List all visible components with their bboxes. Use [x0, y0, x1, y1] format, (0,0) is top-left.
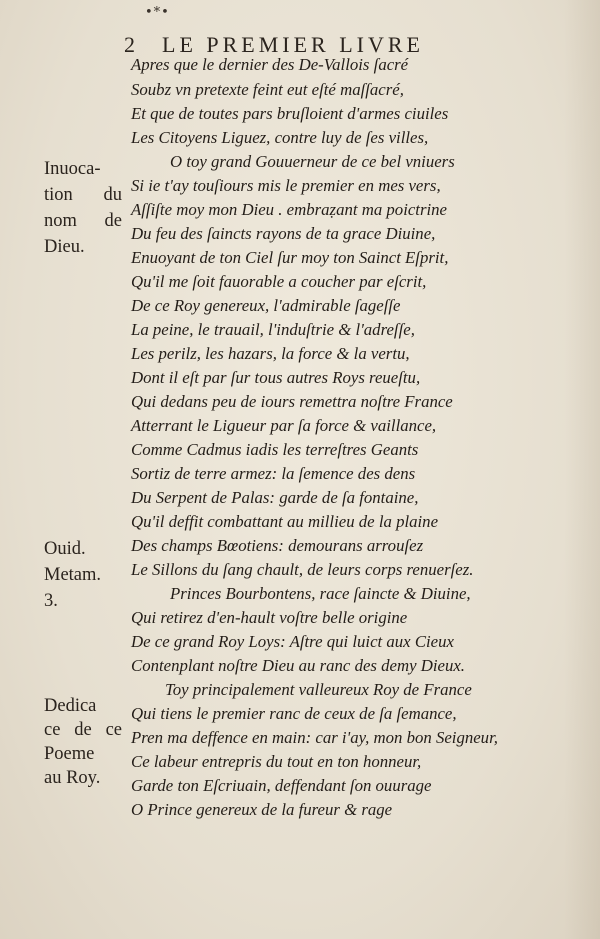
verse-line: O toy grand Gouuerneur de ce bel vniuers — [170, 152, 455, 171]
verse-line: Les perilz, les hazars, la force & la vertu, — [131, 344, 410, 363]
verse-line: De ce grand Roy Loys: Aſtre qui luict aux Cieux — [131, 632, 454, 651]
note-line: Poeme — [44, 744, 95, 764]
note-line: Metam. — [44, 565, 102, 585]
note-line: Inuoca- — [44, 159, 101, 179]
verse-line: Le Sillons du ſang chault, de leurs corps renuerſez. — [131, 560, 474, 579]
verse-line: Qui retirez d'en-hault voſtre belle origine — [131, 608, 408, 627]
verse-line: Et que de toutes pars bruſloient d'armes ciuiles — [131, 104, 449, 123]
verse-line: Sortiz de terre armez: la ſemence des dens — [131, 464, 416, 483]
marginal-note-ovid — [44, 536, 122, 614]
verse-line: Atterrant le Ligueur par ſa force & vaillance, — [131, 416, 437, 435]
verse-line: Toy principalement valleureux Roy de France — [165, 680, 472, 699]
verse-line: Qu'il me ſoit fauorable a coucher par eſcrit, — [131, 272, 427, 291]
verse-line: Si ie t'ay touſiours mis le premier en mes vers, — [131, 176, 441, 195]
verse-line: La peine, le trauail, l'induſtrie & l'adreſſe, — [131, 320, 415, 339]
note-line: nom de — [44, 211, 122, 231]
marginal-note-dedication — [44, 694, 122, 790]
verse-line: De ce Roy genereux, l'admirable ſageſſe — [131, 296, 401, 315]
verse-line: Qu'il deffit combattant au millieu de la plaine — [131, 512, 439, 531]
running-title: LE PREMIER LIVRE — [162, 32, 424, 57]
verse-line: Qui dedans peu de iours remettra noſtre France — [131, 392, 453, 411]
note-line: tion du — [44, 185, 122, 205]
marginal-note-invocation — [44, 156, 122, 260]
page-number: 2 — [124, 32, 139, 57]
verse-line: Ce labeur entrepris du tout en ton honneur, — [131, 752, 422, 771]
note-line: ce de ce — [44, 720, 122, 740]
page-gutter-shadow — [564, 0, 600, 939]
verse-line: Garde ton Eſcriuain, deffendant ſon ouurage — [131, 776, 432, 795]
verse-line: Apres que le dernier des De-Vallois ſacré — [131, 55, 409, 74]
verse-line: Du feu des ſaincts rayons de ta grace Diuine, — [131, 224, 436, 243]
verse-line: Les Citoyens Liguez, contre luy de ſes villes, — [131, 128, 429, 147]
verse-line: Pren ma deffence en main: car i'ay, mon bon Seigneur, — [131, 728, 498, 747]
note-line: Dedica — [44, 696, 97, 716]
note-line: Dieu. — [44, 237, 85, 257]
verse-line: O Prince genereux de la fureur & rage — [131, 800, 393, 819]
verse-line: Soubz vn pretexte feint eut eſté maſſacré, — [131, 80, 404, 99]
note-line: au Roy. — [44, 768, 101, 788]
verse-line: Comme Cadmus iadis les terreſtres Geants — [131, 440, 419, 459]
verse-line: Princes Bourbontens, race ſaincte & Diuine, — [170, 584, 471, 603]
verse-line: Contenplant noſtre Dieu au ranc des demy Dieux. — [131, 656, 466, 675]
verse-line: Enuoyant de ton Ciel ſur moy ton Sainct Eſprit, — [131, 248, 449, 267]
verse-line: Aſſiſte moy mon Dieu . embraẓant ma poictrine — [131, 200, 448, 219]
verse-line: Des champs Bœotiens: demourans arrouſez — [131, 536, 424, 555]
note-line: 3. — [44, 591, 58, 611]
verse-line: Dont il eſt par ſur tous autres Roys reueſtu, — [131, 368, 421, 387]
verse-line: Du Serpent de Palas: garde de ſa fontaine, — [131, 488, 419, 507]
verse-line: Qui tiens le premier ranc de ceux de ſa ſemance, — [131, 704, 457, 723]
note-line: Ouid. — [44, 539, 86, 559]
head-ornament: •*• — [145, 5, 170, 20]
